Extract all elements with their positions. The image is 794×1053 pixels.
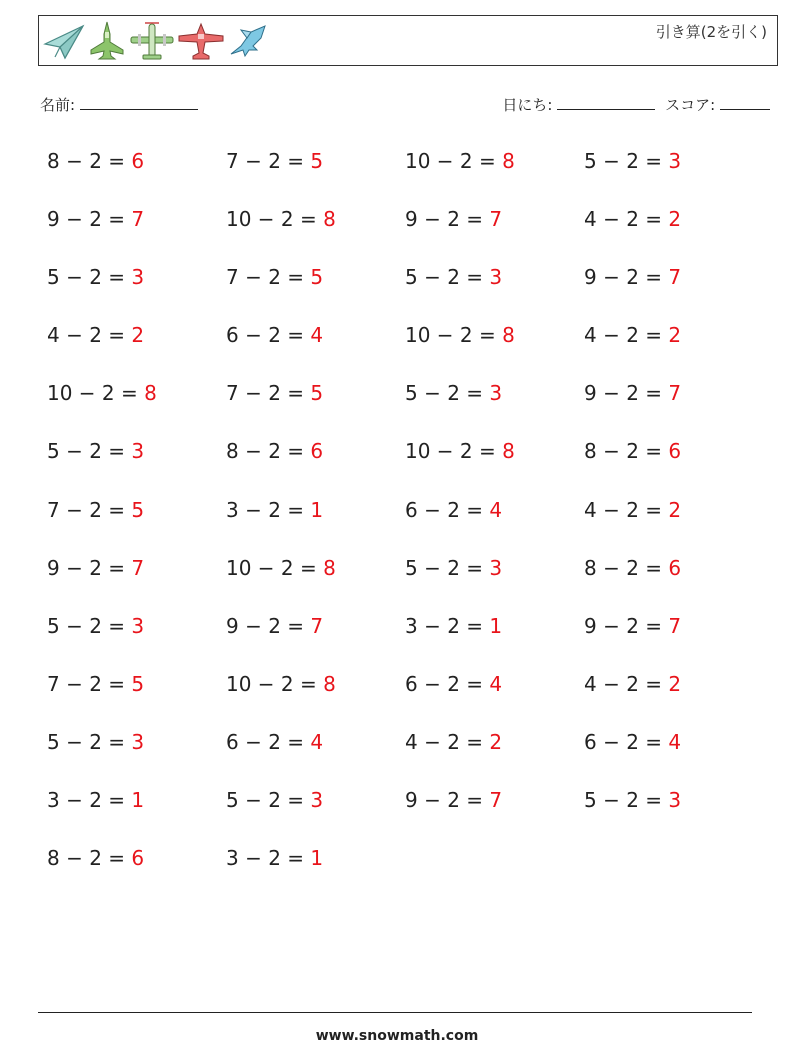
problem-item <box>405 375 584 433</box>
problem-item <box>405 724 584 782</box>
problem-question: 3 − 2 = <box>47 788 132 813</box>
problem-answer: 6 <box>131 149 145 173</box>
problem-item <box>226 433 405 491</box>
problem-item <box>47 143 226 201</box>
problem-item <box>405 201 584 259</box>
score-field <box>665 94 770 115</box>
problem-item <box>584 143 763 201</box>
problem-answer: 6 <box>131 846 145 871</box>
date-label: 日にち: <box>502 96 553 114</box>
problem-question: 9 − 2 = <box>47 207 132 232</box>
problem-question: 9 − 2 = <box>47 555 132 580</box>
problem-question: 7 − 2 = <box>47 671 132 696</box>
problem-question: 5 − 2 = <box>47 439 132 464</box>
problem-question: 10 − 2 = <box>226 555 324 580</box>
problem-item <box>226 259 405 317</box>
problem-answer: 3 <box>489 265 503 290</box>
problem-question: 3 − 2 = <box>226 846 311 871</box>
problem-item <box>226 550 405 608</box>
problem-item <box>405 666 584 724</box>
problem-item <box>226 375 405 433</box>
problem-item <box>405 550 584 608</box>
problem-item <box>47 666 226 724</box>
problem-answer: 5 <box>310 265 324 290</box>
problem-answer: 3 <box>668 149 682 173</box>
problem-question: 5 − 2 = <box>47 613 132 638</box>
problem-answer: 1 <box>310 497 324 522</box>
problem-item <box>584 550 763 608</box>
problem-question: 10 − 2 = <box>405 323 503 348</box>
problem-item <box>47 492 226 550</box>
problem-question: 8 − 2 = <box>584 555 669 580</box>
paper-plane-icon <box>43 20 85 62</box>
problem-question: 10 − 2 = <box>405 439 503 464</box>
problem-answer: 5 <box>310 381 324 406</box>
problem-item <box>405 259 584 317</box>
problem-question: 5 − 2 = <box>405 265 490 290</box>
problem-answer: 2 <box>668 207 682 232</box>
problem-answer: 4 <box>310 323 324 348</box>
problem-answer: 1 <box>489 613 503 638</box>
problem-answer: 4 <box>668 729 682 754</box>
problem-question: 4 − 2 = <box>584 323 669 348</box>
problem-answer: 7 <box>668 613 682 638</box>
problem-question: 6 − 2 = <box>226 323 311 348</box>
problem-question: 6 − 2 = <box>405 671 490 696</box>
problem-answer: 6 <box>310 439 324 464</box>
problem-question: 9 − 2 = <box>405 207 490 232</box>
problem-item <box>47 201 226 259</box>
problem-answer: 8 <box>323 555 336 580</box>
score-label: スコア: <box>665 96 716 114</box>
problem-item <box>584 666 763 724</box>
problem-answer: 7 <box>668 265 682 290</box>
problem-answer: 3 <box>310 788 324 813</box>
problem-item <box>405 608 584 666</box>
name-label: 名前: <box>40 96 76 114</box>
problem-answer: 3 <box>131 613 145 638</box>
problem-answer: 3 <box>131 265 145 290</box>
problem-answer: 2 <box>668 323 682 348</box>
problem-answer: 4 <box>489 671 503 696</box>
problem-question: 4 − 2 = <box>584 207 669 232</box>
problem-question: 3 − 2 = <box>405 613 490 638</box>
problem-question: 6 − 2 = <box>405 497 490 522</box>
problem-item <box>47 724 226 782</box>
problem-item <box>405 492 584 550</box>
header-box <box>38 15 778 66</box>
problem-question: 3 − 2 = <box>226 497 311 522</box>
problem-answer: 8 <box>323 671 336 696</box>
problem-answer: 1 <box>131 788 145 813</box>
problem-item <box>226 724 405 782</box>
problem-question: 5 − 2 = <box>47 265 132 290</box>
problem-item <box>47 375 226 433</box>
problem-answer: 2 <box>131 323 145 348</box>
problem-question: 9 − 2 = <box>584 613 669 638</box>
problem-answer: 5 <box>131 497 145 522</box>
problem-item <box>405 433 584 491</box>
problem-answer: 7 <box>131 555 145 580</box>
fighter-jet-icon <box>87 20 127 62</box>
problem-answer: 8 <box>144 381 157 406</box>
problem-answer: 3 <box>131 439 145 464</box>
problem-answer: 7 <box>489 207 503 232</box>
problem-question: 5 − 2 = <box>584 788 669 813</box>
worksheet-title: 引き算(2を引く) <box>655 23 767 41</box>
problem-item <box>226 492 405 550</box>
problem-item <box>47 317 226 375</box>
problem-answer: 8 <box>502 323 515 348</box>
problem-question: 9 − 2 = <box>584 265 669 290</box>
problem-question: 8 − 2 = <box>584 439 669 464</box>
problem-answer: 2 <box>489 729 503 754</box>
problem-item <box>226 666 405 724</box>
problem-question: 4 − 2 = <box>584 497 669 522</box>
problem-question: 10 − 2 = <box>47 381 145 406</box>
problem-question: 10 − 2 = <box>226 671 324 696</box>
problem-question: 9 − 2 = <box>405 788 490 813</box>
problem-answer: 8 <box>502 439 515 464</box>
problem-answer: 6 <box>668 439 682 464</box>
problem-question: 9 − 2 = <box>226 613 311 638</box>
problem-question: 8 − 2 = <box>47 149 132 173</box>
red-airplane-icon <box>177 20 225 62</box>
problem-item <box>47 259 226 317</box>
problem-item <box>584 375 763 433</box>
problem-answer: 5 <box>310 149 324 173</box>
problem-question: 5 − 2 = <box>47 729 132 754</box>
problem-item <box>584 317 763 375</box>
problem-question: 8 − 2 = <box>226 439 311 464</box>
problem-item <box>47 550 226 608</box>
problem-item <box>584 608 763 666</box>
problem-item <box>584 433 763 491</box>
problem-question: 5 − 2 = <box>405 381 490 406</box>
propeller-plane-icon <box>129 20 175 62</box>
problem-answer: 4 <box>310 729 324 754</box>
date-score-fields <box>502 94 770 115</box>
problem-question: 7 − 2 = <box>226 149 311 173</box>
problem-question: 5 − 2 = <box>226 788 311 813</box>
problem-question: 10 − 2 = <box>405 149 503 173</box>
problem-answer: 3 <box>668 788 682 813</box>
problem-question: 4 − 2 = <box>405 729 490 754</box>
problem-answer: 7 <box>131 207 145 232</box>
problem-question: 9 − 2 = <box>584 381 669 406</box>
name-blank[interactable] <box>80 95 198 110</box>
problem-question: 5 − 2 = <box>405 555 490 580</box>
footer-url: www.snowmath.com <box>315 1028 479 1044</box>
problem-answer: 7 <box>489 788 503 813</box>
problem-item <box>226 317 405 375</box>
problem-item <box>584 724 763 782</box>
problem-grid <box>47 143 767 898</box>
problem-answer: 3 <box>489 381 503 406</box>
problem-answer: 3 <box>131 729 145 754</box>
problem-answer: 2 <box>668 671 682 696</box>
problem-item <box>584 201 763 259</box>
problem-question: 4 − 2 = <box>584 671 669 696</box>
date-field <box>502 94 655 115</box>
problem-question: 7 − 2 = <box>226 265 311 290</box>
problem-item <box>405 143 584 201</box>
problem-answer: 4 <box>489 497 503 522</box>
date-blank[interactable] <box>557 95 655 110</box>
header-icons <box>43 20 271 62</box>
problem-question: 6 − 2 = <box>584 729 669 754</box>
problem-answer: 7 <box>668 381 682 406</box>
problem-answer: 8 <box>323 207 336 232</box>
footer-divider <box>38 1012 752 1013</box>
problem-item <box>226 201 405 259</box>
problem-question: 7 − 2 = <box>47 497 132 522</box>
problem-answer: 8 <box>502 149 515 173</box>
problem-item <box>584 259 763 317</box>
problem-question: 10 − 2 = <box>226 207 324 232</box>
problem-answer: 7 <box>310 613 324 638</box>
problem-item <box>405 317 584 375</box>
problem-item <box>405 782 584 840</box>
problem-question: 7 − 2 = <box>226 381 311 406</box>
problem-answer: 6 <box>668 555 682 580</box>
problem-question: 5 − 2 = <box>584 149 669 173</box>
problem-question: 6 − 2 = <box>226 729 311 754</box>
problem-answer: 3 <box>489 555 503 580</box>
score-blank[interactable] <box>720 95 770 110</box>
problem-item <box>226 143 405 201</box>
problem-item <box>226 840 405 898</box>
problem-item <box>47 782 226 840</box>
problem-item <box>47 433 226 491</box>
problem-item <box>47 840 226 898</box>
blue-jet-icon <box>227 20 271 62</box>
problem-answer: 2 <box>668 497 682 522</box>
problem-item <box>584 492 763 550</box>
problem-answer: 5 <box>131 671 145 696</box>
problem-item <box>584 782 763 840</box>
problem-item <box>47 608 226 666</box>
problem-item <box>226 782 405 840</box>
problem-answer: 1 <box>310 846 324 871</box>
problem-question: 8 − 2 = <box>47 846 132 871</box>
problem-question: 4 − 2 = <box>47 323 132 348</box>
problem-item <box>226 608 405 666</box>
name-field <box>40 94 198 115</box>
